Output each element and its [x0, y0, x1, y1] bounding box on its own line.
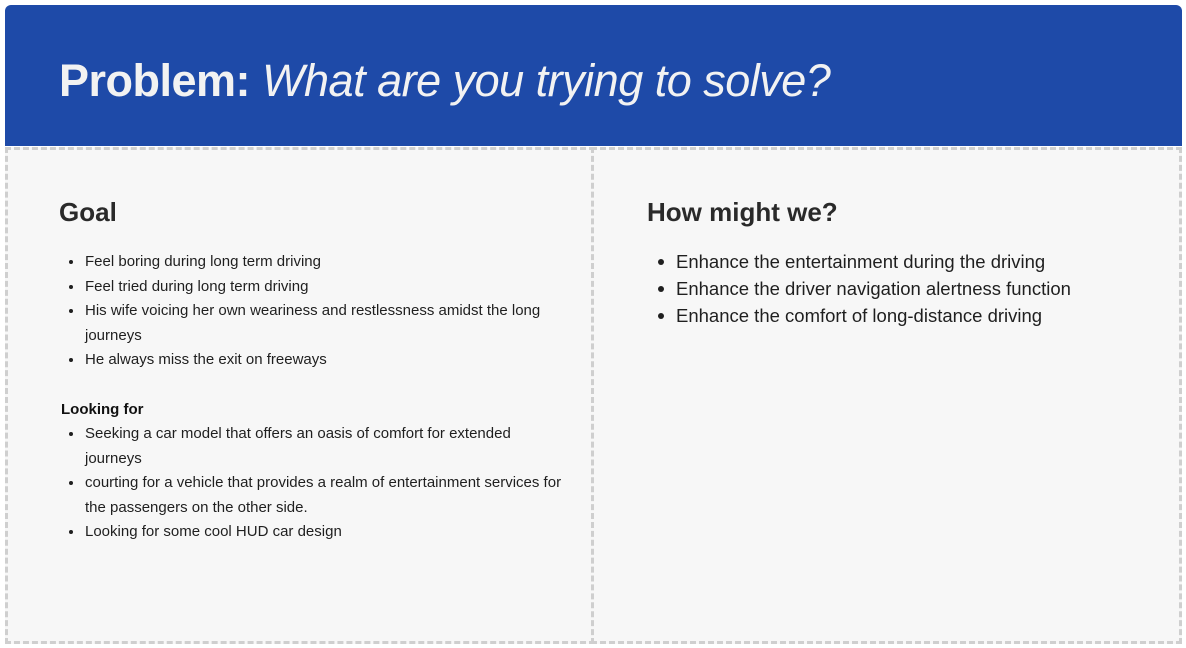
list-item-text: Enhance the entertainment during the driving — [676, 251, 1046, 272]
bullet-dot-icon — [658, 313, 664, 319]
list-item-text: He always miss the exit on freeways — [85, 351, 327, 368]
page-title — [59, 53, 830, 109]
bullet-dot-icon — [69, 481, 73, 485]
list-item — [67, 275, 567, 300]
list-item-text: courting for a vehicle that provides a realm of entertainment services for the passengers on the other side. — [85, 474, 562, 516]
bullet-dot-icon — [658, 259, 664, 265]
list-item — [67, 250, 567, 275]
looking-for-label: Looking for — [61, 401, 144, 418]
bullet-dot-icon — [69, 285, 73, 289]
list-item — [67, 348, 567, 373]
how-might-we-list — [656, 248, 1156, 329]
goal-panel — [5, 147, 595, 644]
title-question: What are you trying to solve? — [262, 55, 831, 106]
bullet-dot-icon — [69, 530, 73, 534]
goal-list — [67, 250, 567, 373]
list-item — [67, 471, 567, 520]
list-item-text: Feel tried during long term driving — [85, 277, 309, 295]
how-might-we-heading: How might we? — [647, 197, 838, 227]
list-item-text: Looking for some cool HUD car design — [85, 523, 342, 540]
looking-for-list — [67, 422, 567, 545]
bullet-dot-icon — [69, 260, 73, 264]
list-item — [656, 275, 1156, 302]
goal-heading: Goal — [59, 197, 117, 227]
title-prefix: Problem: — [59, 55, 251, 106]
bullet-dot-icon — [69, 432, 73, 436]
list-item-text: His wife voicing her own weariness and restlessness amidst the long journeys — [85, 302, 541, 344]
list-item-text: Seeking a car model that offers an oasis of comfort for extended journeys — [85, 425, 511, 467]
list-item — [67, 299, 567, 348]
list-item — [656, 302, 1156, 329]
list-item — [67, 520, 567, 545]
list-item-text: Enhance the comfort of long-distance driving — [676, 305, 1043, 326]
bullet-dot-icon — [69, 309, 73, 313]
bullet-dot-icon — [69, 358, 73, 362]
bullet-dot-icon — [658, 286, 664, 292]
list-item — [656, 248, 1156, 275]
list-item-text: Feel boring during long term driving — [85, 253, 321, 270]
list-item — [67, 422, 567, 471]
how-might-we-panel — [591, 147, 1182, 644]
list-item-text: Enhance the driver navigation alertness function — [676, 278, 1071, 299]
problem-header — [5, 5, 1182, 146]
